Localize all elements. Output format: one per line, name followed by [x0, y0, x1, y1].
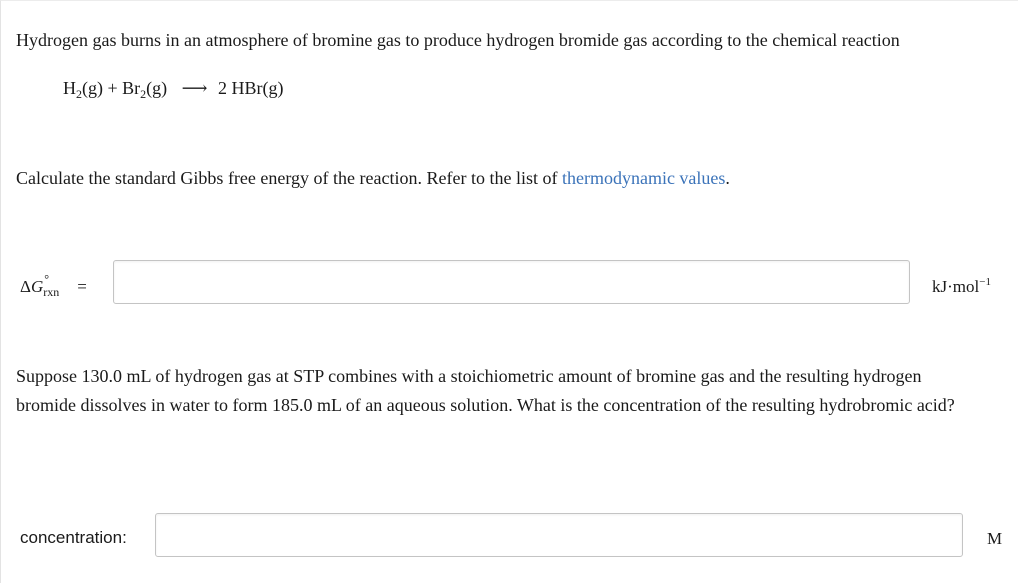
question1-prompt: Calculate the standard Gibbs free energy of the reaction. Refer to the list of — [16, 168, 562, 188]
concentration-unit: M — [987, 529, 1003, 548]
chemical-equation — [63, 78, 283, 99]
reactant-br2 — [122, 78, 168, 101]
reactant-br2-state: (g) — [146, 78, 168, 98]
question1-period: . — [725, 168, 730, 188]
unit-base: kJ·mol — [932, 277, 980, 296]
question2-text: Suppose 130.0 mL of hydrogen gas at STP combines with a stoichiometric amount of bromine gas and the resulting hydrogen bromide dissolves in water to form 185.0 mL of an aqueous solution. What is the concentration of the resulting hydrobromic acid? — [16, 366, 955, 415]
g-symbol: G — [30, 277, 44, 296]
reactant-h2 — [63, 78, 103, 101]
product-hbr: 2 HBr(g) — [217, 78, 284, 98]
unit-exponent: −1 — [979, 276, 991, 288]
reactant-h2-subscript: 2 — [76, 87, 82, 101]
question1-text — [16, 168, 730, 189]
reactant-br2-symbol: Br — [122, 78, 141, 98]
reactant-h2-symbol: H — [63, 78, 76, 98]
delta-g-rxn-label — [20, 272, 87, 299]
standard-state-superscript: ° — [44, 272, 50, 286]
equals-sign: = — [77, 277, 87, 296]
thermodynamic-values-link[interactable]: thermodynamic values — [561, 168, 726, 188]
rxn-subscript: rxn — [43, 285, 60, 299]
reactant-br2-subscript: 2 — [140, 87, 147, 101]
reactant-h2-state: (g) — [82, 78, 103, 98]
reaction-arrow-icon: ⟶ — [181, 78, 208, 98]
delta-symbol: Δ — [20, 277, 31, 296]
concentration-answer-input[interactable] — [155, 513, 963, 557]
plus-sign: + — [107, 78, 118, 98]
concentration-label: concentration: — [20, 528, 127, 547]
delta-g-answer-input[interactable] — [113, 260, 910, 304]
intro-text: Hydrogen gas burns in an atmosphere of bromine gas to produce hydrogen bromide gas according to the chemical reaction — [16, 30, 900, 50]
delta-g-unit — [932, 277, 991, 297]
